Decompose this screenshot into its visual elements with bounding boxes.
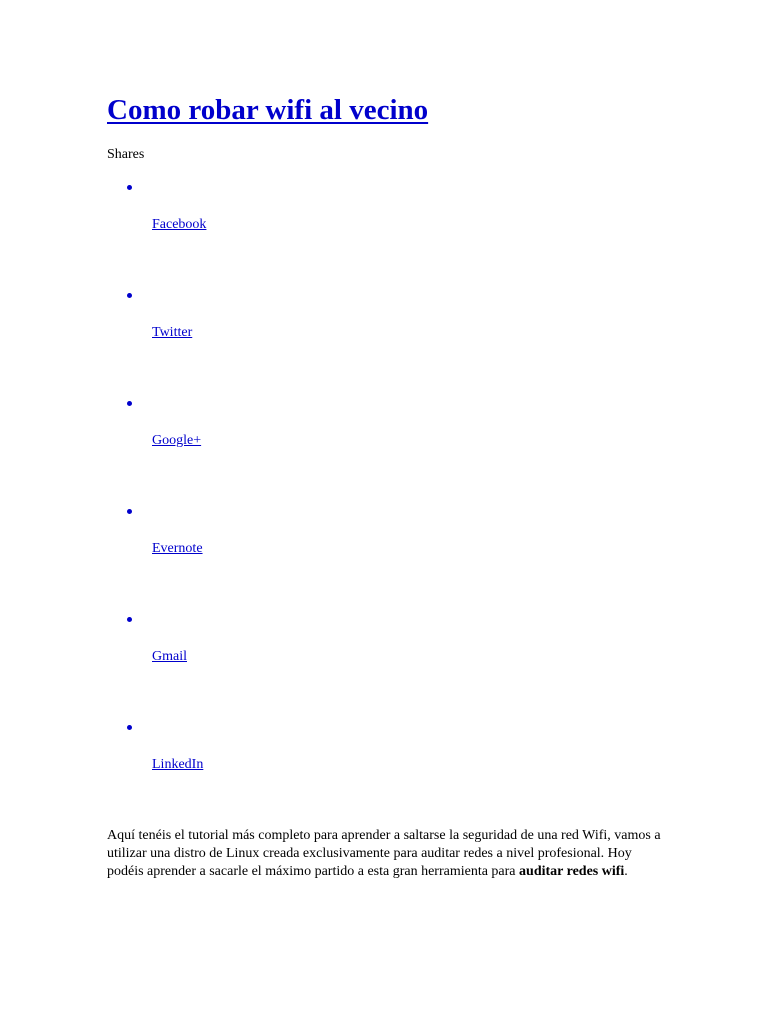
intro-end: .	[624, 864, 628, 879]
intro-text: Aquí tenéis el tutorial más completo para aprender a saltarse la seguridad de una red Wifi, vamos a utilizar una distro de Linux creada exclusivamente para auditar redes a nivel profesional. Hoy podéis aprender a sacarle el máximo partido a esta gran herramienta para	[107, 828, 661, 879]
bullet-icon	[127, 401, 132, 406]
title-link[interactable]: Como robar wifi al vecino	[107, 94, 429, 126]
page-title	[107, 90, 428, 130]
share-item-gmail	[107, 617, 407, 677]
intro-paragraph	[107, 827, 667, 881]
share-item-evernote	[107, 509, 407, 569]
twitter-share-link[interactable]: Twitter	[152, 325, 193, 340]
bullet-icon	[127, 725, 132, 730]
share-item-twitter	[107, 293, 407, 353]
linkedin-share-link[interactable]: LinkedIn	[152, 757, 204, 772]
intro-bold-text: auditar redes wifi	[519, 864, 625, 879]
shares-label: Shares	[107, 147, 145, 162]
bullet-icon	[127, 509, 132, 514]
evernote-share-link[interactable]: Evernote	[152, 541, 203, 556]
gmail-share-link[interactable]: Gmail	[152, 649, 187, 664]
share-item-google-plus	[107, 401, 407, 461]
bullet-icon	[127, 293, 132, 298]
bullet-icon	[127, 185, 132, 190]
google-plus-share-link[interactable]: Google+	[152, 433, 202, 448]
facebook-share-link[interactable]: Facebook	[152, 217, 207, 232]
share-item-linkedin	[107, 725, 407, 785]
share-item-facebook	[107, 185, 407, 245]
bullet-icon	[127, 617, 132, 622]
